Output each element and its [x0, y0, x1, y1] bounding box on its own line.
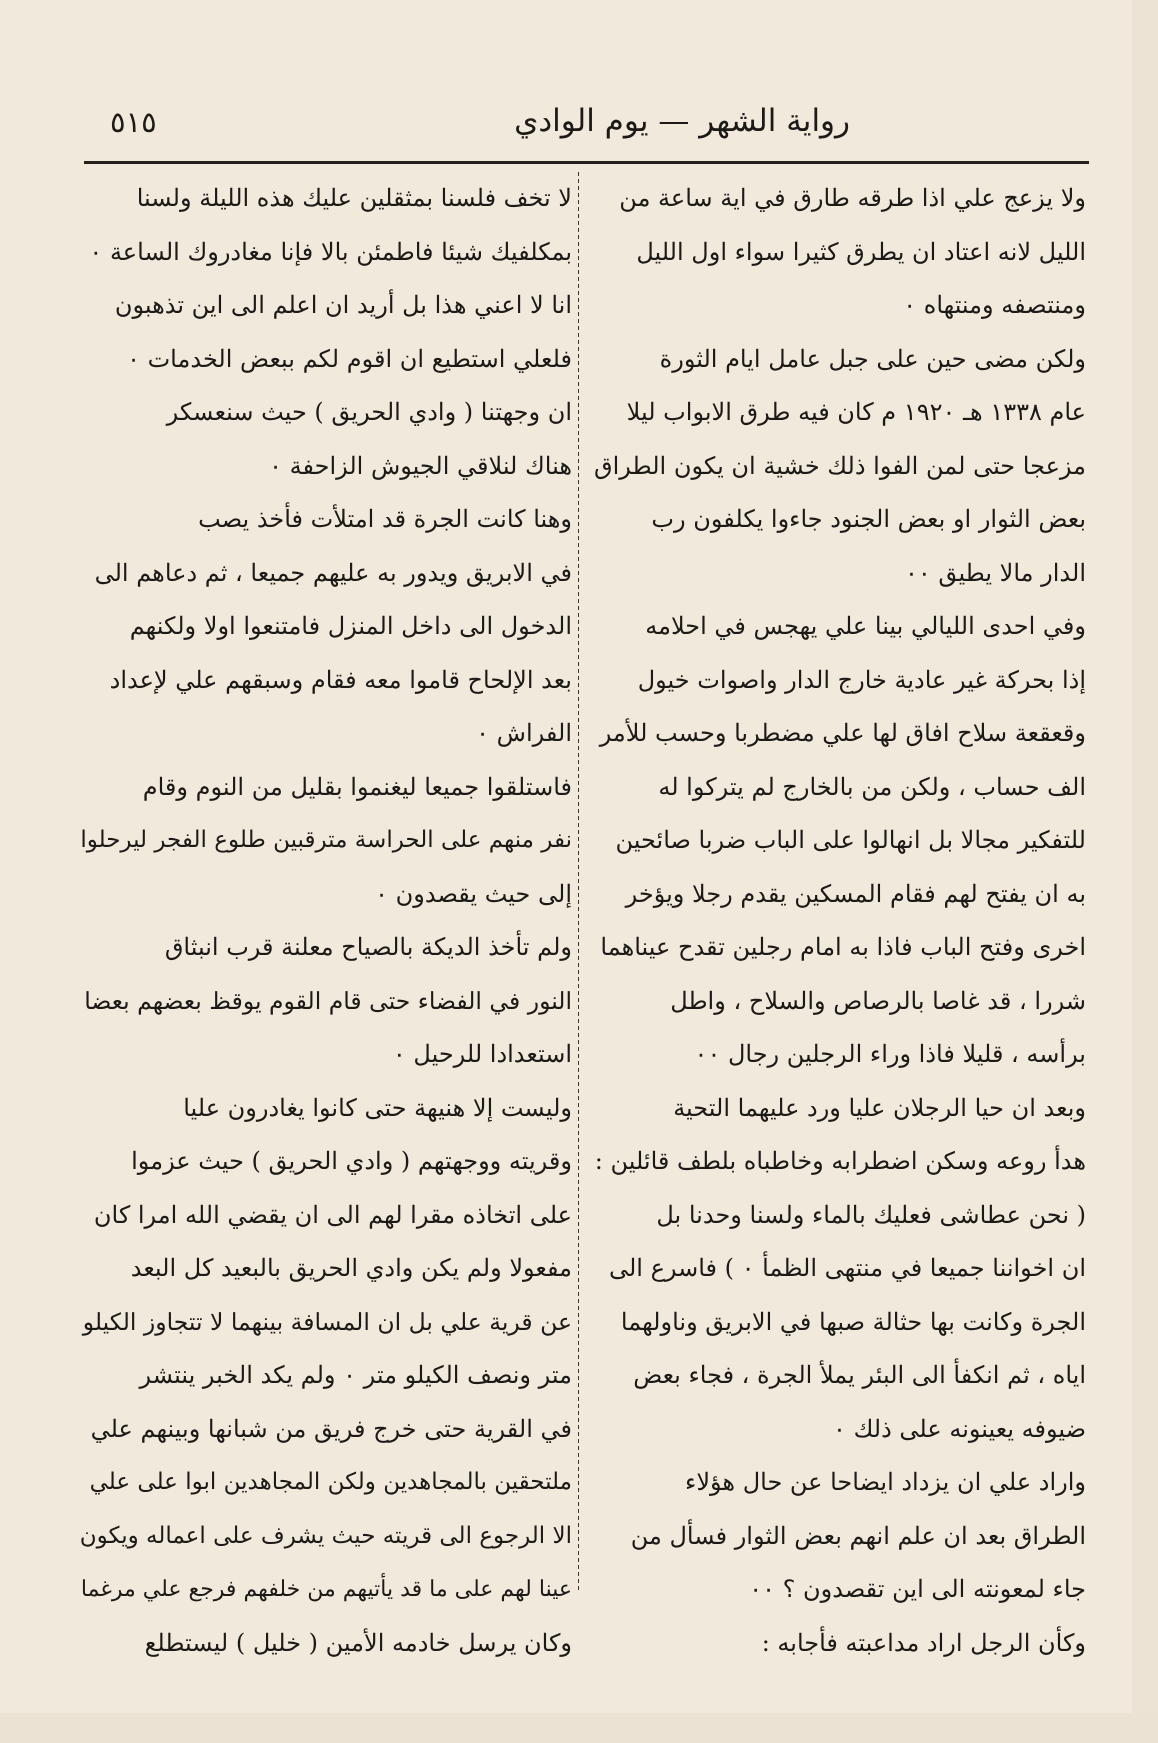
text-line: وليست إلا هنيهة حتى كانوا يغادرون عليا — [183, 1093, 572, 1122]
text-line: الدار مالا يطيق ٠٠ — [905, 558, 1086, 587]
text-line: وكأن الرجل اراد مداعبته فأجابه : — [761, 1628, 1086, 1657]
text-line: الف حساب ، ولكن من بالخارج لم يتركوا له — [658, 772, 1086, 801]
text-line: إلى حيث يقصدون ٠ — [375, 879, 572, 908]
text-line: فلعلي استطيع ان اقوم لكم ببعض الخدمات ٠ — [127, 344, 572, 373]
text-line: الفراش ٠ — [476, 719, 572, 747]
text-line: مزعجا حتى لمن الفوا ذلك خشية ان يكون الطراق — [593, 451, 1086, 480]
text-line: ضيوفه يعينونه على ذلك ٠ — [833, 1414, 1086, 1443]
text-line: ان اخواننا جميعا في منتهى الظمأ ٠ ) فاسرع الى — [608, 1254, 1086, 1282]
text-line: بعد الإلحاح قاموا معه فقام وسبقهم علي لإعداد — [109, 665, 572, 694]
running-header — [90, 95, 1090, 155]
text-line: اخرى وفتح الباب فاذا به امام رجلين تقدح عيناهما — [600, 933, 1086, 961]
text-line: وقعقعة سلاح افاق لها علي مضطربا وحسب للأمر — [599, 719, 1086, 747]
text-line: ولكن مضى حين على جبل عامل ايام الثورة — [659, 344, 1086, 373]
page-edge-right — [1132, 0, 1158, 1743]
left-text-column — [80, 172, 572, 1657]
text-line: وقريته ووجهتهم ( وادي الحريق ) حيث عزموا — [131, 1147, 572, 1175]
text-line: جاء لمعونته الى اين تقصدون ؟ ٠٠ — [749, 1575, 1086, 1603]
text-line: فاستلقوا جميعا ليغنموا بقليل من النوم وقام — [142, 772, 572, 801]
text-line: ان وجهتنا ( وادي الحريق ) حيث سنعسكر — [166, 398, 572, 426]
text-line: وفي احدى الليالي بينا علي يهجس في احلامه — [645, 612, 1086, 640]
text-line: شررا ، قد غاصا بالرصاص والسلاح ، واطل — [670, 986, 1086, 1015]
text-line: الدخول الى داخل المنزل فامتنعوا اولا ولكنهم — [129, 612, 572, 640]
text-line: ( نحن عطاشى فعليك بالماء ولسنا وحدنا بل — [656, 1200, 1086, 1229]
text-line: لا تخف فلسنا بمثقلين عليك هذه الليلة ولسنا — [136, 184, 572, 212]
text-line: برأسه ، قليلا فاذا وراء الرجلين رجال ٠٠ — [694, 1040, 1086, 1068]
text-line: وهنا كانت الجرة قد امتلأت فأخذ يصب — [198, 505, 572, 533]
text-line: اياه ، ثم انكفأ الى البئر يملأ الجرة ، فجاء بعض — [633, 1361, 1086, 1389]
text-line: ولا يزعج علي اذا طرقه طارق في اية ساعة من — [619, 184, 1086, 212]
text-line: الا الرجوع الى قريته حيث يشرف على اعماله ويكون — [80, 1522, 572, 1549]
text-line: بمكلفيك شيئا فاطمئن بالا فإنا مغادروك الساعة ٠ — [89, 237, 572, 266]
text-line: هدأ روعه وسكن اضطرابه وخاطباه بلطف قائلين : — [594, 1147, 1086, 1175]
text-line: ولم تأخذ الديكة بالصياح معلنة قرب انبثاق — [164, 933, 572, 961]
text-line: واراد علي ان يزداد ايضاحا عن حال هؤلاء — [685, 1468, 1086, 1496]
text-line: ملتحقين بالمجاهدين ولكن المجاهدين ابوا على علي — [89, 1469, 572, 1495]
header-rule — [84, 161, 1089, 164]
text-line: وبعد ان حيا الرجلان عليا ورد عليهما التحية — [673, 1093, 1086, 1122]
text-line: الطراق بعد ان علم انهم بعض الثوار فسأل من — [630, 1521, 1086, 1550]
page-edge-bottom — [0, 1713, 1158, 1743]
text-line: الليل لانه اعتاد ان يطرق كثيرا سواء اول الليل — [636, 237, 1086, 266]
text-line: إذا بحركة غير عادية خارج الدار واصوات خيول — [637, 665, 1086, 694]
text-line: انا لا اعني هذا بل أريد ان اعلم الى اين تذهبون — [114, 291, 572, 319]
running-title: رواية الشهر — يوم الوادي — [514, 103, 850, 139]
text-line: استعدادا للرحيل ٠ — [392, 1040, 572, 1068]
text-line: في الابريق ويدور به عليهم جميعا ، ثم دعاهم الى — [94, 558, 572, 587]
text-line: به ان يفتح لهم فقام المسكين يقدم رجلا ويؤخر — [625, 879, 1086, 908]
text-line: على اتخاذه مقرا لهم الى ان يقضي الله امرا كان — [93, 1200, 572, 1229]
text-line: الجرة وكانت بها حثالة صبها في الابريق وناولهما — [620, 1307, 1086, 1336]
page-number: ٥١٥ — [110, 105, 157, 139]
text-line: النور في الفضاء حتى قام القوم يوقظ بعضهم بعضا — [84, 986, 572, 1015]
right-text-column — [592, 172, 1086, 1657]
text-line: عينا لهم على ما قد يأتيهم من خلفهم فرجع علي مرغما — [80, 1577, 572, 1602]
text-line: عام ١٣٣٨ هـ ١٩٢٠ م كان فيه طرق الابواب ليلا — [626, 398, 1086, 426]
text-line: نفر منهم على الحراسة مترقبين طلوع الفجر ليرحلوا — [80, 827, 572, 853]
text-line: ومنتصفه ومنتهاه ٠ — [903, 291, 1086, 319]
text-line: مفعولا ولم يكن وادي الحريق بالبعيد كل البعد — [130, 1254, 572, 1282]
text-line: وكان يرسل خادمه الأمين ( خليل ) ليستطلع — [144, 1628, 572, 1657]
text-line: عن قرية علي بل ان المسافة بينهما لا تتجاوز الكيلو — [82, 1307, 572, 1336]
column-divider — [578, 172, 579, 1592]
text-line: هناك لنلاقي الجيوش الزاحفة ٠ — [269, 451, 572, 480]
text-line: متر ونصف الكيلو متر ٠ ولم يكد الخبر ينتشر — [139, 1361, 572, 1389]
text-line: للتفكير مجالا بل انهالوا على الباب ضربا صائحين — [615, 826, 1086, 854]
text-line: بعض الثوار او بعض الجنود جاءوا يكلفون رب — [651, 505, 1086, 533]
text-line: في القرية حتى خرج فريق من شبانها وبينهم علي — [90, 1414, 572, 1443]
